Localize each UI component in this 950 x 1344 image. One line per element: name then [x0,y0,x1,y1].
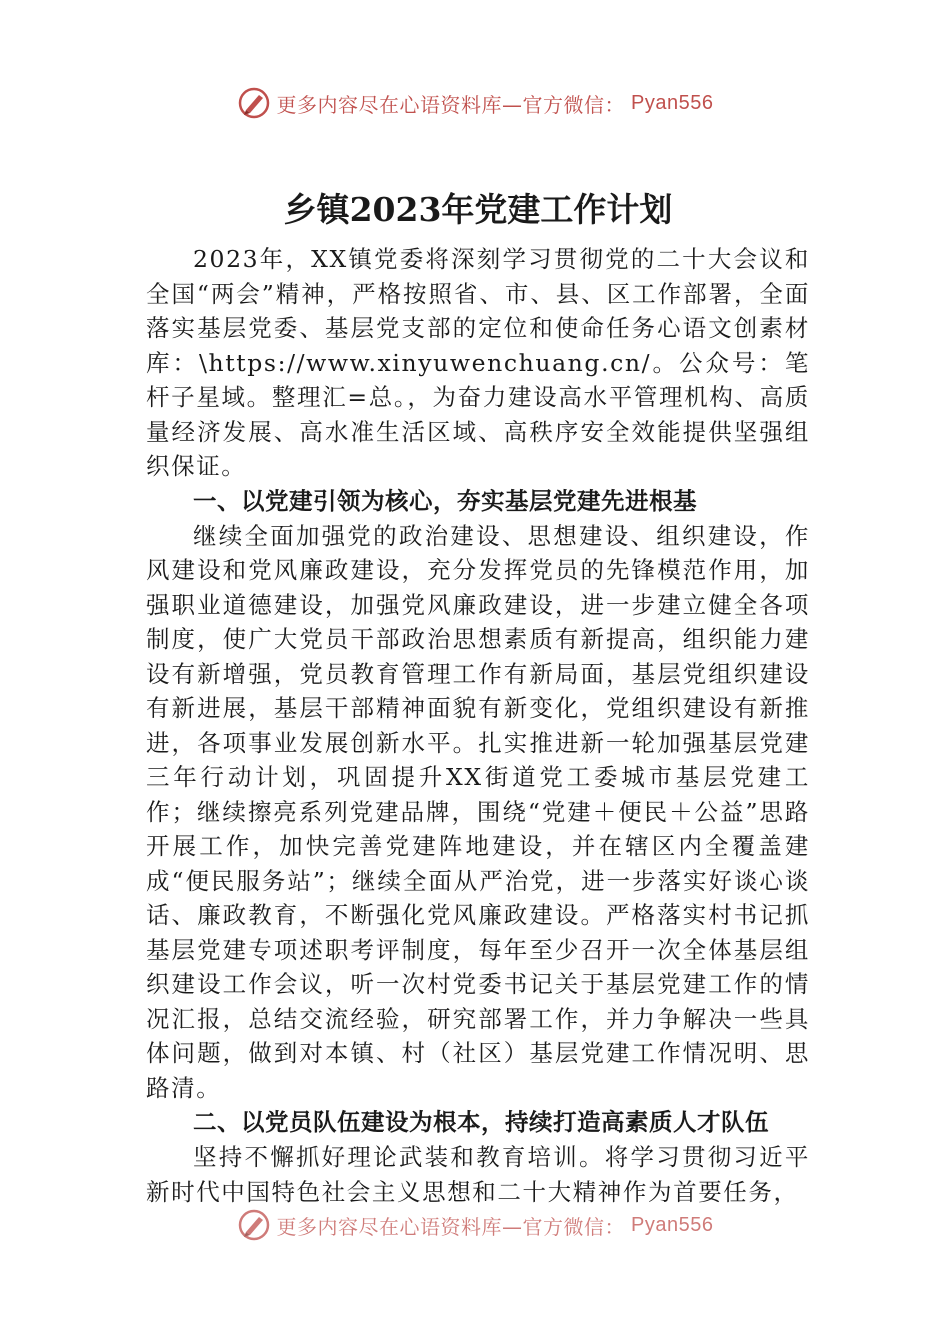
watermark-header [0,86,950,120]
section-1-heading: 一、以党建引领为核心，夯实基层党建先进根基 [193,486,697,515]
watermark-wechat-id: Pyan556 [631,91,714,114]
watermark-text: 更多内容尽在心语资料库—官方微信： [276,1214,626,1239]
watermark-footer [0,1208,950,1242]
section-2-heading: 二、以党员队伍建设为根本，持续打造高素质人才队伍 [193,1108,769,1136]
pen-logo-icon [237,86,271,120]
section-1-paragraph: 继续全面加强党的政治建设、思想建设、组织建设，作风建设和党风廉政建设，充分发挥党员的先锋模范作用，加强职业道德建设，加强党风廉政建设，进一步建立健全各项制度，使广大党员干部政治思想素质有新提高，组织能力建设有新增强，党员教育管理工作有新局面，基层党组织建设有新进展，基层干部精神面貌有新变化，党组织建设有新推进，各项事业发展创新水平。扎实推进新一轮加强基层党建三年行动计划，巩固提升XX街道党工委城市基层党建工作；继续擦亮系列党建品牌，围绕“党建＋便民＋公益”思路开展工作，加快完善党建阵地建设，并在辖区内全覆盖建成“便民服务站”；继续全面从严治党，进一步落实好谈心谈话、廉政教育，不断强化党风廉政建设。严格落实村书记抓基层党建专项述职考评制度，每年至少召开一次全体基层组织建设工作会议，听一次村党委书记关于基层党建工作的情况汇报，总结交流经验，研究部署工作，并力争解决一些具体问题，做到对本镇、村（社区）基层党建工作情况明、思路清。 [146,521,810,1102]
watermark-wechat-id: Pyan556 [631,1213,714,1236]
document-title: 乡镇2023年党建工作计划 [283,190,673,229]
watermark-text: 更多内容尽在心语资料库—官方微信： [276,92,626,117]
document-body [146,184,810,1209]
section-2-paragraph: 坚持不懈抓好理论武装和教育培训。将学习贯彻习近平新时代中国特色社会主义思想和二十大精神作为首要任务， [146,1143,810,1206]
intro-paragraph: 2023年，XX镇党委将深刻学习贯彻党的二十大会议和全国“两会”精神，严格按照省、市、县、区工作部署，全面落实基层党委、基层党支部的定位和使命任务心语文创素材库：\https://www.xinyuwenchuang.cn/。公众号：笔杆子星域。整理汇=总。，为奋力建设高水平管理机构、高质量经济发展、高水准生活区域、高秩序安全效能提供坚强组织保证。 [146,245,810,480]
pen-logo-icon [237,1208,271,1242]
